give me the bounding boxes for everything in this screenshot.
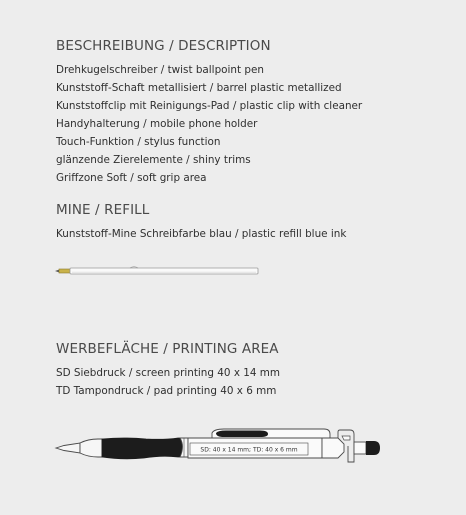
- pen-clip-pad: [216, 431, 268, 438]
- refill-heading: MINE / REFILL: [56, 202, 150, 218]
- stylus-tip: [366, 441, 380, 455]
- pen-front-barrel: [80, 439, 102, 457]
- printing-heading: WERBEFLÄCHE / PRINTING AREA: [56, 341, 279, 357]
- phone-holder-notch: [342, 436, 350, 440]
- printing-item: TD Tampondruck / pad printing 40 x 6 mm: [56, 385, 277, 397]
- description-item: glänzende Zierelemente / shiny trims: [56, 154, 251, 166]
- description-heading: BESCHREIBUNG / DESCRIPTION: [56, 38, 271, 54]
- refill-illustration: [54, 262, 260, 280]
- pen-end-cap: [322, 438, 344, 458]
- refill-section: [56, 202, 456, 243]
- description-list: [56, 61, 456, 187]
- description-item: Kunststoff-Schaft metallisiert / barrel plastic metallized: [56, 82, 342, 94]
- imprint-area-label: SD: 40 x 14 mm; TD: 40 x 6 mm: [200, 446, 298, 454]
- stylus-shaft: [354, 442, 366, 454]
- printing-list: [56, 364, 456, 400]
- refill-tip: [55, 270, 59, 273]
- printing-section: [56, 341, 456, 400]
- pen-illustration: [54, 424, 384, 468]
- refill-list: [56, 225, 456, 243]
- printing-item: SD Siebdruck / screen printing 40 x 14 mm: [56, 367, 281, 379]
- refill-tip-sleeve: [59, 269, 70, 273]
- description-item: Touch-Funktion / stylus function: [56, 136, 221, 148]
- refill-tube: [70, 268, 258, 274]
- description-item: Drehkugelschreiber / twist ballpoint pen: [56, 64, 264, 76]
- refill-item: Kunststoff-Mine Schreibfarbe blau / plastic refill blue ink: [56, 228, 347, 240]
- description-item: Kunststoffclip mit Reinigungs-Pad / plastic clip with cleaner: [56, 100, 363, 112]
- description-item: Griffzone Soft / soft grip area: [56, 172, 207, 184]
- pen-grip: [102, 438, 183, 459]
- description-item: Handyhalterung / mobile phone holder: [56, 118, 258, 130]
- description-section: [56, 38, 456, 187]
- pen-tip: [56, 443, 80, 453]
